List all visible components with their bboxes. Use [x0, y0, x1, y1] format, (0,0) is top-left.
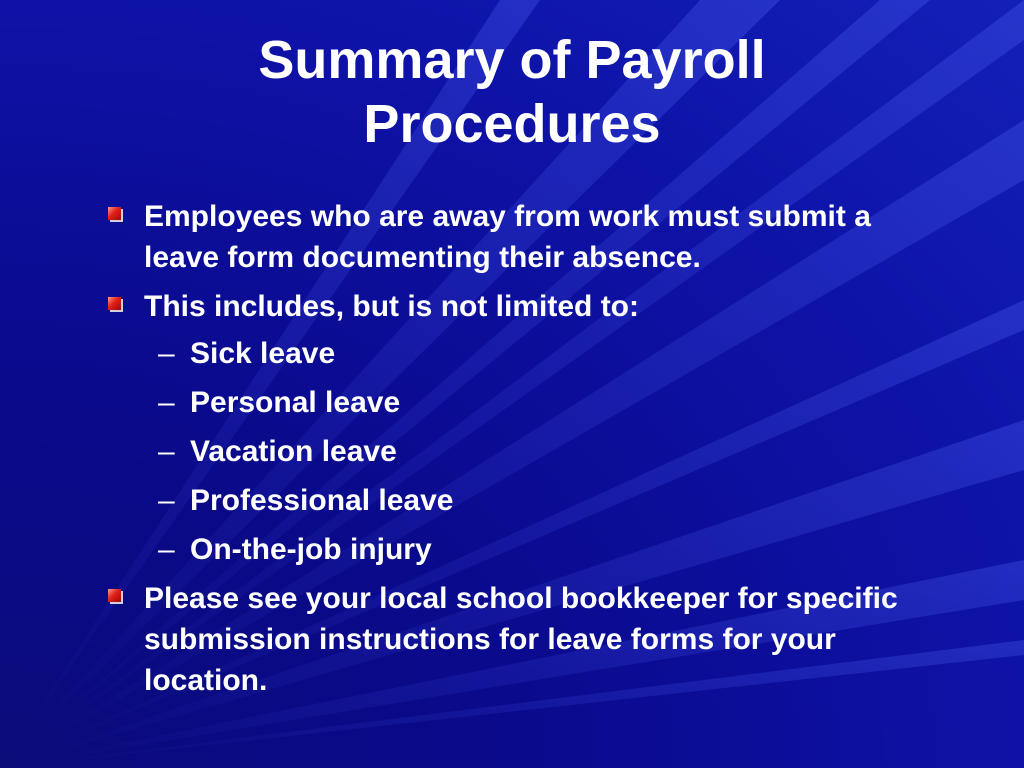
bullet-text: Please see your local school bookkeeper for specific submission instructions for leave forms for your location. [144, 582, 898, 697]
dash-marker: – [158, 435, 175, 468]
slide-title [0, 28, 1024, 156]
red-square-bullet-icon [108, 207, 121, 220]
sublist-item [144, 431, 904, 472]
sublist-item-text: Sick leave [190, 337, 336, 370]
bullet-item [104, 578, 904, 701]
sublist-item-text: On-the-job injury [190, 533, 432, 566]
bullet-text: Employees who are away from work must submit a leave form documenting their absence. [144, 200, 871, 274]
bullet-item [104, 286, 904, 570]
leave-types-sublist [144, 333, 904, 570]
sublist-item [144, 529, 904, 570]
sublist-item [144, 480, 904, 521]
sublist-item-text: Professional leave [190, 484, 454, 517]
sublist-item [144, 382, 904, 423]
slide-title-line-1: Summary of Payroll [258, 30, 766, 90]
red-square-bullet-icon [108, 589, 121, 602]
sublist-item [144, 333, 904, 374]
bullet-item [104, 196, 904, 278]
bullet-list [104, 196, 904, 701]
red-square-bullet-icon [108, 297, 121, 310]
sublist-item-text: Personal leave [190, 386, 401, 419]
slide-title-line-2: Procedures [363, 94, 661, 154]
dash-marker: – [158, 533, 175, 566]
bullet-text: This includes, but is not limited to: [144, 290, 639, 323]
dash-marker: – [158, 337, 175, 370]
sublist-item-text: Vacation leave [190, 435, 397, 468]
dash-marker: – [158, 386, 175, 419]
dash-marker: – [158, 484, 175, 517]
